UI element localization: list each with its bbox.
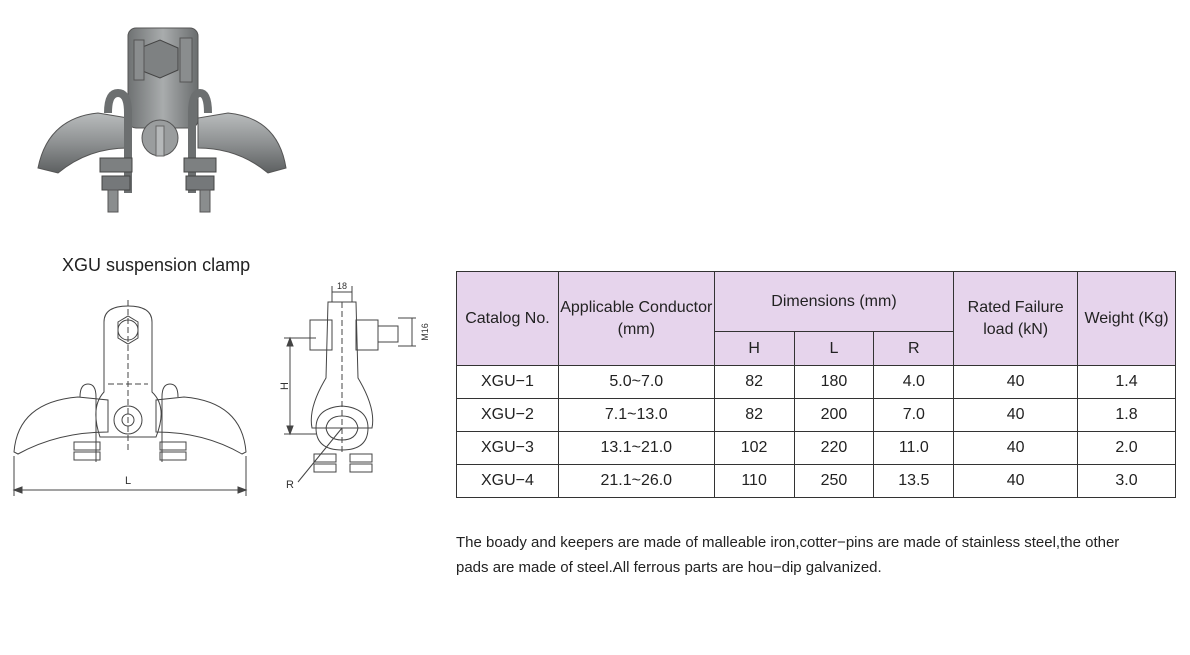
header-failure-load: Rated Failure load (kN) <box>954 272 1078 366</box>
table-row <box>457 465 1176 498</box>
cell-weight: 3.0 <box>1078 465 1176 498</box>
cell-weight: 1.8 <box>1078 399 1176 432</box>
cell-l: 180 <box>794 366 874 399</box>
header-dim-l: L <box>794 332 874 366</box>
length-label: L <box>124 475 132 487</box>
cell-catalog: XGU−4 <box>457 465 559 498</box>
cell-l: 220 <box>794 432 874 465</box>
cell-h: 102 <box>714 432 794 465</box>
cell-conductor: 5.0~7.0 <box>558 366 714 399</box>
note-line-2: pads are made of steel.All ferrous parts are hou−dip galvanized. <box>456 559 882 576</box>
cell-load: 40 <box>954 465 1078 498</box>
spec-table <box>456 271 1176 498</box>
cell-catalog: XGU−3 <box>457 432 559 465</box>
cell-h: 110 <box>714 465 794 498</box>
header-conductor: Applicable Conductor (mm) <box>558 272 714 366</box>
cell-catalog: XGU−1 <box>457 366 559 399</box>
material-note <box>456 530 1186 580</box>
header-weight: Weight (Kg) <box>1078 272 1176 366</box>
cell-h: 82 <box>714 399 794 432</box>
cell-l: 250 <box>794 465 874 498</box>
cell-load: 40 <box>954 399 1078 432</box>
cell-weight: 2.0 <box>1078 432 1176 465</box>
cell-weight: 1.4 <box>1078 366 1176 399</box>
cell-conductor: 7.1~13.0 <box>558 399 714 432</box>
cell-conductor: 13.1~21.0 <box>558 432 714 465</box>
front-view-drawing <box>8 292 258 500</box>
product-photo <box>28 8 298 230</box>
note-line-1: The boady and keepers are made of malleable iron,cotter−pins are made of stainless steel,the other <box>456 534 1120 551</box>
cell-l: 200 <box>794 399 874 432</box>
height-label: H <box>279 382 291 390</box>
cell-h: 82 <box>714 366 794 399</box>
cell-catalog: XGU−2 <box>457 399 559 432</box>
header-dimensions: Dimensions (mm) <box>714 272 954 332</box>
header-dim-h: H <box>714 332 794 366</box>
cell-r: 11.0 <box>874 432 954 465</box>
cell-load: 40 <box>954 366 1078 399</box>
cell-conductor: 21.1~26.0 <box>558 465 714 498</box>
header-catalog: Catalog No. <box>457 272 559 366</box>
side-view-drawing <box>276 278 446 500</box>
cell-load: 40 <box>954 432 1078 465</box>
radius-label: R <box>286 479 294 491</box>
header-dim-r: R <box>874 332 954 366</box>
cell-r: 7.0 <box>874 399 954 432</box>
top-dimension-label: 18 <box>336 281 348 291</box>
bolt-size-label: M16 <box>420 323 430 341</box>
cell-r: 4.0 <box>874 366 954 399</box>
product-caption: XGU suspension clamp <box>62 255 251 275</box>
table-row <box>457 366 1176 399</box>
cell-r: 13.5 <box>874 465 954 498</box>
table-row <box>457 399 1176 432</box>
table-row <box>457 432 1176 465</box>
